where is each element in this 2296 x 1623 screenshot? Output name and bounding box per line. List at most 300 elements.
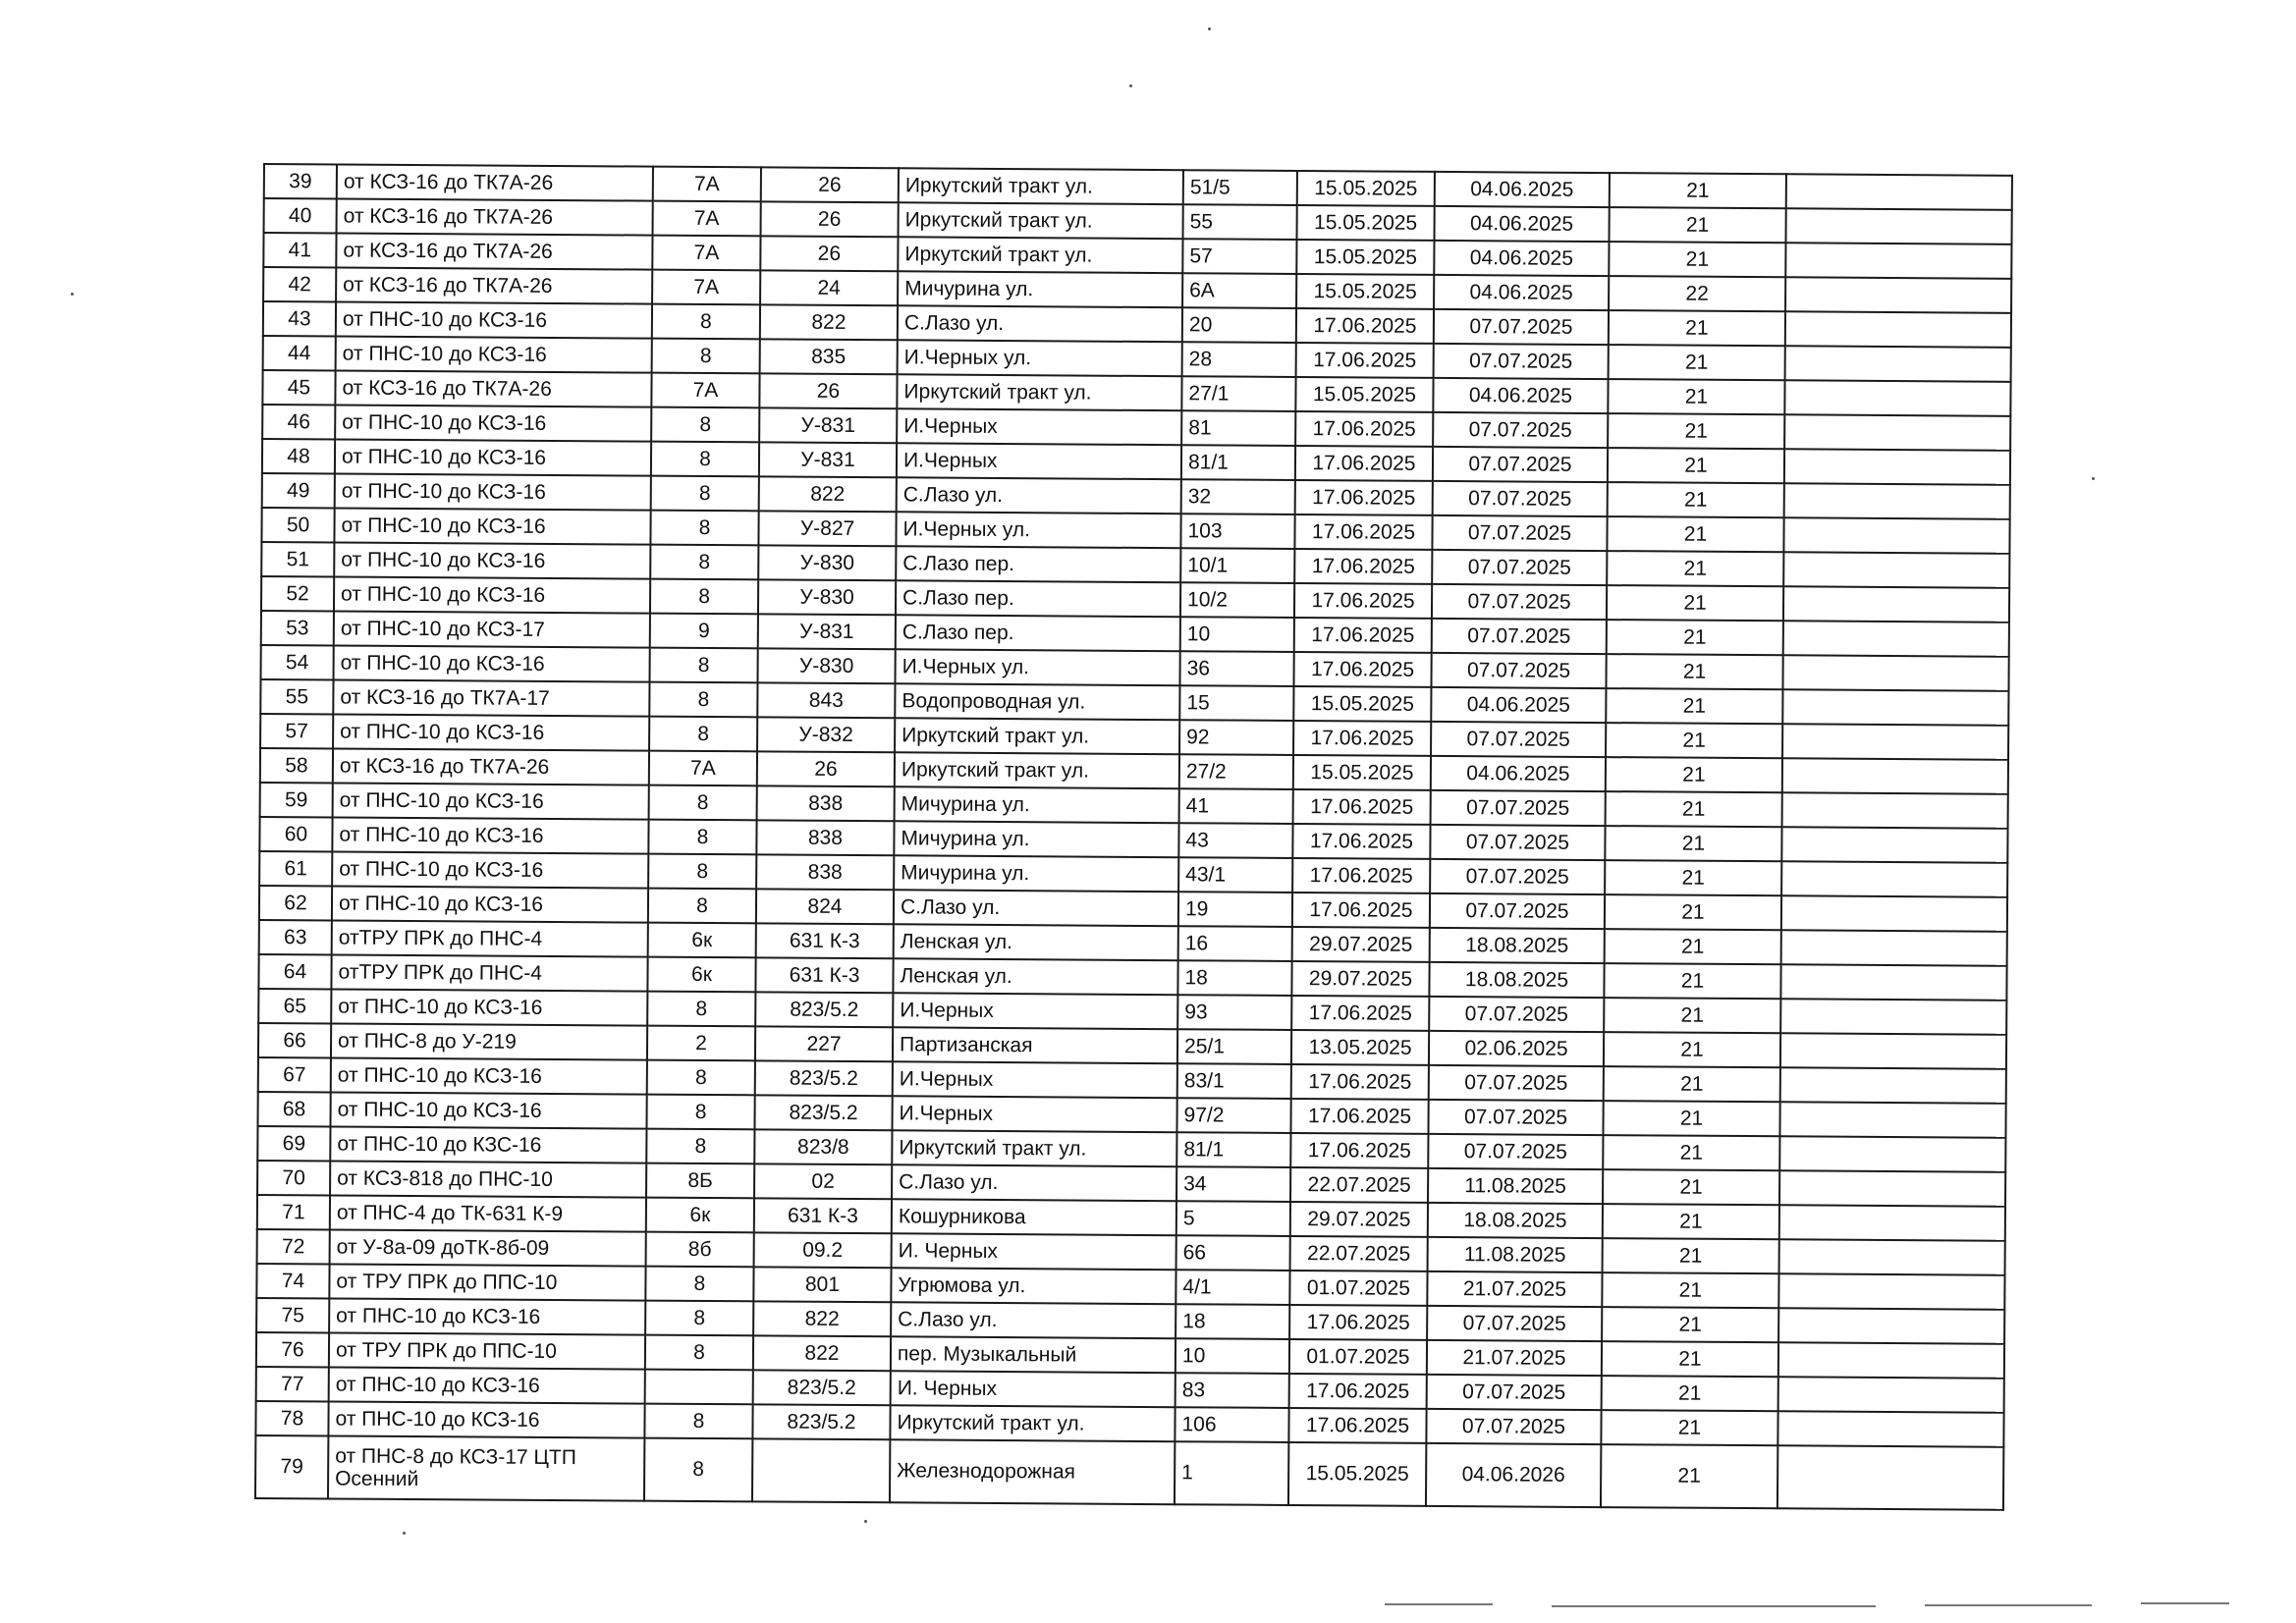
end-date-cell: 07.07.2025	[1432, 619, 1607, 654]
blank-cell	[1778, 1308, 2004, 1344]
end-date-cell: 11.08.2025	[1428, 1168, 1603, 1204]
zone-cell: 8	[651, 476, 759, 512]
house-cell: 41	[1179, 788, 1293, 824]
street-cell: С.Лазо ул.	[898, 305, 1182, 342]
end-date-cell: 07.07.2025	[1431, 790, 1606, 826]
row-number: 45	[262, 370, 335, 405]
route-cell: от КСЗ-16 до ТК7А-26	[336, 233, 652, 269]
chamber-cell: 801	[753, 1267, 891, 1302]
route-cell: от ТРУ ПРК до ППС-10	[329, 1264, 645, 1300]
row-number: 42	[263, 267, 336, 301]
end-date-cell: 02.06.2025	[1429, 1031, 1604, 1066]
days-cell: 21	[1606, 791, 1782, 827]
route-cell: от ПНС-10 до КСЗ-16	[336, 336, 652, 372]
street-cell: И.Черных	[893, 1061, 1177, 1098]
end-date-cell: 04.06.2025	[1434, 241, 1609, 276]
scan-speck	[1129, 84, 1132, 87]
chamber-cell: 823/5.2	[752, 1404, 890, 1439]
start-date-cell: 17.06.2025	[1293, 721, 1431, 756]
blank-cell	[1778, 1342, 2004, 1379]
row-number: 66	[258, 1023, 331, 1057]
blank-cell	[1780, 1033, 2006, 1069]
end-date-cell: 07.07.2025	[1429, 1065, 1604, 1101]
street-cell: Угрюмова ул.	[891, 1268, 1175, 1304]
blank-cell	[1785, 346, 2011, 382]
scan-speck	[864, 1520, 867, 1523]
blank-cell	[1784, 449, 2010, 485]
house-cell: 92	[1179, 720, 1293, 755]
street-cell: Мичурина ул.	[895, 786, 1179, 823]
house-cell: 4/1	[1175, 1270, 1289, 1305]
end-date-cell: 07.07.2025	[1432, 515, 1607, 551]
street-cell: И.Черных	[897, 443, 1181, 479]
zone-cell: 8	[652, 339, 760, 374]
route-cell: от ПНС-10 до КСЗ-16	[330, 1092, 646, 1128]
house-cell: 32	[1181, 479, 1295, 514]
house-cell: 27/1	[1181, 376, 1295, 411]
days-cell: 21	[1602, 1307, 1778, 1342]
blank-cell	[1783, 586, 2009, 622]
blank-cell	[1783, 517, 2009, 554]
street-cell: Иркутский тракт ул.	[890, 1405, 1175, 1441]
chamber-cell: 823/5.2	[755, 992, 893, 1027]
street-cell: И.Черных	[893, 993, 1177, 1029]
house-cell: 10	[1180, 617, 1294, 652]
house-cell: 97/2	[1176, 1098, 1290, 1133]
blank-cell	[1782, 792, 2008, 829]
street-cell: Иркутский тракт ул.	[899, 168, 1183, 204]
row-number: 48	[262, 439, 335, 473]
street-cell: И.Черных	[892, 1096, 1176, 1132]
start-date-cell: 17.06.2025	[1296, 308, 1434, 344]
street-cell: Железнодорожная	[890, 1439, 1175, 1504]
start-date-cell: 17.06.2025	[1290, 1133, 1428, 1168]
house-cell: 5	[1176, 1201, 1290, 1236]
house-cell: 1	[1175, 1441, 1288, 1505]
house-cell: 18	[1177, 960, 1291, 996]
route-cell: от ПНС-10 до КСЗ-16	[331, 989, 647, 1025]
row-number: 68	[257, 1092, 330, 1126]
days-cell: 21	[1602, 1376, 1778, 1411]
zone-cell: 8	[644, 1438, 752, 1502]
scan-speck	[71, 293, 74, 296]
zone-cell: 6к	[646, 1198, 754, 1233]
route-cell: от ПНС-10 до КСЗ-16	[334, 645, 650, 681]
row-number: 39	[264, 164, 337, 198]
end-date-cell: 07.07.2025	[1430, 893, 1605, 929]
blank-cell	[1785, 208, 2011, 244]
route-cell: от ПНС-10 до КСЗ-16	[332, 817, 648, 853]
blank-cell	[1783, 621, 2009, 657]
end-date-cell: 07.07.2025	[1432, 584, 1607, 620]
start-date-cell: 22.07.2025	[1290, 1236, 1428, 1271]
chamber-cell: 835	[760, 339, 898, 374]
house-cell: 16	[1178, 926, 1292, 961]
route-cell: от ПНС-8 до КСЗ-17 ЦТП Осенний	[328, 1435, 644, 1500]
start-date-cell: 17.06.2025	[1291, 996, 1429, 1031]
start-date-cell: 29.07.2025	[1290, 1202, 1428, 1237]
row-number: 49	[262, 473, 335, 508]
street-cell: И. Черных	[892, 1233, 1176, 1270]
street-cell: Кошурникова	[892, 1199, 1176, 1235]
row-number: 41	[263, 233, 336, 267]
chamber-cell: 631 К-3	[756, 923, 894, 958]
days-cell: 21	[1606, 723, 1782, 758]
blank-cell	[1782, 655, 2008, 691]
row-number: 52	[261, 576, 334, 611]
start-date-cell: 17.06.2025	[1295, 446, 1433, 481]
blank-cell	[1780, 999, 2006, 1035]
days-cell: 21	[1609, 310, 1785, 346]
chamber-cell: 838	[757, 785, 895, 821]
row-number: 78	[255, 1401, 328, 1435]
row-number: 75	[256, 1298, 329, 1332]
chamber-cell: 822	[760, 304, 898, 340]
chamber-cell: 26	[761, 167, 899, 202]
zone-cell: 8	[647, 992, 755, 1027]
zone-cell: 7А	[652, 236, 760, 271]
schedule-sheet	[254, 163, 2011, 1511]
days-cell: 21	[1607, 585, 1783, 621]
zone-cell: 8	[651, 442, 759, 477]
street-cell: И.Черных ул.	[896, 512, 1180, 548]
house-cell: 43	[1178, 823, 1292, 858]
route-cell: от КСЗ-16 до ТК7А-26	[333, 748, 649, 784]
start-date-cell: 17.06.2025	[1288, 1408, 1426, 1443]
route-cell: от ПНС-10 до КСЗ-16	[335, 439, 651, 475]
end-date-cell: 07.07.2025	[1427, 1375, 1602, 1410]
zone-cell: 8	[650, 511, 758, 546]
street-cell: пер. Музыкальный	[891, 1336, 1175, 1373]
blank-cell	[1785, 311, 2011, 348]
street-cell: С.Лазо пер.	[896, 546, 1180, 582]
street-cell: Мичурина ул.	[894, 855, 1178, 892]
end-date-cell: 07.07.2025	[1432, 550, 1607, 585]
scan-speck	[2092, 477, 2095, 480]
end-date-cell: 07.07.2025	[1433, 447, 1608, 482]
chamber-cell: У-830	[758, 648, 896, 683]
end-date-cell: 07.07.2025	[1430, 859, 1605, 894]
days-cell: 21	[1601, 1410, 1777, 1445]
end-date-cell: 07.07.2025	[1429, 997, 1604, 1032]
row-number: 59	[260, 783, 333, 817]
days-cell: 21	[1607, 620, 1783, 655]
days-cell: 21	[1609, 207, 1785, 243]
street-cell: С.Лазо ул.	[891, 1302, 1175, 1338]
route-cell: от ТРУ ПРК до ППС-10	[329, 1332, 645, 1369]
house-cell: 10	[1175, 1338, 1289, 1374]
blank-cell	[1781, 895, 2007, 932]
zone-cell: 7А	[653, 201, 761, 237]
start-date-cell: 22.07.2025	[1290, 1167, 1428, 1203]
chamber-cell: 838	[756, 820, 894, 855]
route-cell: от ПНС-10 до КСЗ-16	[335, 405, 651, 441]
chamber-cell: 838	[756, 854, 894, 890]
end-date-cell: 18.08.2025	[1430, 928, 1605, 963]
zone-cell: 8б	[646, 1232, 754, 1268]
days-cell: 21	[1605, 929, 1781, 964]
days-cell: 21	[1606, 654, 1782, 689]
end-date-cell: 21.07.2025	[1427, 1340, 1602, 1376]
blank-cell	[1780, 1067, 2006, 1104]
zone-cell: 7А	[649, 751, 757, 786]
blank-cell	[1778, 1273, 2004, 1310]
street-cell: Иркутский тракт ул.	[899, 202, 1183, 239]
route-cell: от ПНС-10 до КСЗ-16	[332, 851, 648, 888]
end-date-cell: 07.07.2025	[1430, 825, 1605, 860]
chamber-cell: 822	[753, 1335, 891, 1371]
street-cell: И.Черных ул.	[898, 340, 1182, 376]
table-body	[255, 164, 2012, 1510]
zone-cell: 8Б	[646, 1163, 754, 1199]
route-cell: от КСЗ-16 до ТК7А-17	[333, 679, 649, 716]
row-number: 70	[257, 1161, 330, 1195]
row-number: 69	[257, 1126, 330, 1161]
chamber-cell: 09.2	[754, 1232, 892, 1268]
route-cell: от ПНС-8 до У-219	[331, 1023, 647, 1059]
days-cell: 21	[1604, 998, 1780, 1033]
blank-cell	[1777, 1445, 2003, 1510]
start-date-cell: 15.05.2025	[1293, 755, 1431, 790]
days-cell: 21	[1603, 1135, 1779, 1170]
route-cell: отТРУ ПРК до ПНС-4	[332, 920, 648, 956]
end-date-cell: 18.08.2025	[1429, 962, 1604, 998]
start-date-cell: 17.06.2025	[1294, 583, 1432, 619]
row-number: 65	[258, 989, 331, 1023]
house-cell: 28	[1182, 342, 1296, 377]
house-cell: 15	[1179, 685, 1293, 721]
route-cell: от ПНС-10 до КСЗ-16	[331, 1057, 647, 1094]
house-cell: 19	[1178, 892, 1292, 927]
route-cell: от ПНС-10 до КСЗ-16	[329, 1367, 645, 1403]
end-date-cell: 07.07.2025	[1434, 344, 1609, 379]
blank-cell	[1781, 930, 2007, 966]
chamber-cell: 823/5.2	[754, 1095, 892, 1130]
blank-cell	[1785, 277, 2011, 313]
route-cell: от КСЗ-16 до ТК7А-26	[337, 164, 653, 200]
scan-dash	[1385, 1603, 1493, 1605]
start-date-cell: 15.05.2025	[1296, 274, 1434, 309]
chamber-cell: 823/8	[754, 1129, 892, 1164]
end-date-cell: 04.06.2025	[1435, 206, 1610, 242]
house-cell: 34	[1176, 1166, 1290, 1202]
zone-cell: 8	[650, 579, 758, 615]
house-cell: 36	[1179, 651, 1293, 686]
blank-cell	[1782, 758, 2008, 794]
house-cell: 81	[1181, 410, 1295, 446]
blank-cell	[1784, 380, 2010, 416]
days-cell: 21	[1607, 516, 1783, 552]
days-cell: 21	[1609, 242, 1785, 277]
house-cell: 20	[1182, 307, 1296, 343]
end-date-cell: 07.07.2025	[1426, 1409, 1601, 1444]
start-date-cell: 17.06.2025	[1289, 1305, 1427, 1340]
days-cell: 21	[1602, 1341, 1778, 1377]
chamber-cell: 631 К-3	[755, 957, 893, 993]
days-cell: 21	[1603, 1169, 1779, 1205]
street-cell: И.Черных	[897, 408, 1181, 445]
route-cell: отТРУ ПРК до ПНС-4	[331, 954, 647, 991]
scan-dash	[2141, 1602, 2229, 1604]
house-cell: 18	[1175, 1304, 1289, 1339]
scan-speck	[1208, 27, 1211, 30]
street-cell: И. Черных	[891, 1371, 1175, 1407]
days-cell: 21	[1606, 688, 1782, 724]
row-number: 40	[264, 198, 337, 233]
zone-cell: 7А	[651, 373, 759, 408]
start-date-cell: 17.06.2025	[1290, 1099, 1428, 1134]
days-cell: 21	[1604, 1066, 1780, 1102]
end-date-cell: 04.06.2025	[1435, 172, 1610, 207]
blank-cell	[1779, 1170, 2005, 1207]
house-cell: 103	[1180, 514, 1294, 549]
end-date-cell: 21.07.2025	[1427, 1271, 1602, 1307]
end-date-cell: 07.07.2025	[1433, 412, 1608, 448]
chamber-cell: 824	[756, 889, 894, 924]
zone-cell	[645, 1370, 753, 1405]
zone-cell: 6к	[647, 957, 755, 993]
zone-cell: 2	[647, 1026, 755, 1061]
blank-cell	[1782, 724, 2008, 760]
zone-cell: 8	[652, 304, 760, 340]
route-cell: от ПНС-10 до КСЗ-16	[334, 542, 650, 578]
start-date-cell: 15.05.2025	[1297, 171, 1435, 206]
house-cell: 81/1	[1181, 445, 1295, 480]
blank-cell	[1779, 1205, 2005, 1241]
house-cell: 25/1	[1177, 1029, 1291, 1064]
zone-cell: 8	[647, 1060, 755, 1096]
house-cell: 81/1	[1176, 1132, 1290, 1167]
row-number: 43	[263, 301, 336, 336]
row-number: 44	[263, 336, 336, 370]
start-date-cell: 17.06.2025	[1295, 411, 1433, 447]
chamber-cell: 24	[760, 270, 898, 305]
row-number: 55	[260, 679, 333, 714]
street-cell: Иркутский тракт ул.	[895, 752, 1179, 788]
house-cell: 27/2	[1179, 754, 1293, 789]
blank-cell	[1781, 861, 2007, 897]
start-date-cell: 17.06.2025	[1296, 343, 1434, 378]
chamber-cell: У-827	[758, 511, 896, 546]
zone-cell: 8	[648, 889, 756, 924]
start-date-cell: 17.06.2025	[1291, 1064, 1429, 1100]
start-date-cell: 17.06.2025	[1292, 824, 1430, 859]
scan-speck	[403, 1532, 406, 1535]
street-cell: И.Черных ул.	[895, 649, 1179, 685]
row-number: 51	[261, 542, 334, 576]
scan-dash	[1552, 1605, 1876, 1607]
zone-cell: 9	[650, 614, 758, 649]
chamber-cell: У-830	[758, 545, 896, 580]
chamber-cell: 822	[753, 1301, 891, 1336]
row-number: 64	[258, 954, 331, 989]
street-cell: С.Лазо ул.	[897, 477, 1181, 514]
zone-cell: 8	[650, 545, 758, 580]
row-number: 79	[255, 1435, 328, 1498]
start-date-cell: 01.07.2025	[1289, 1271, 1427, 1306]
route-cell: от ПНС-10 до КСЗ-16	[335, 473, 651, 510]
route-cell: от КСЗ-16 до ТК7А-26	[335, 370, 651, 406]
days-cell: 21	[1607, 551, 1783, 586]
start-date-cell: 15.05.2025	[1288, 1442, 1426, 1506]
table-row	[255, 1435, 2003, 1510]
start-date-cell: 17.06.2025	[1293, 789, 1431, 825]
street-cell: Иркутский тракт ул.	[898, 237, 1182, 273]
street-cell: Иркутский тракт ул.	[892, 1130, 1176, 1166]
days-cell: 21	[1603, 1204, 1779, 1239]
route-cell: от ПНС-10 до КЗС-16	[330, 1126, 646, 1163]
end-date-cell: 04.06.2025	[1431, 756, 1606, 791]
route-cell: от КСЗ-16 до ТК7А-26	[337, 198, 653, 235]
route-cell: от ПНС-10 до КСЗ-16	[334, 508, 650, 544]
chamber-cell	[752, 1438, 890, 1502]
house-cell: 43/1	[1178, 857, 1292, 893]
street-cell: Ленская ул.	[894, 924, 1178, 960]
house-cell: 6А	[1182, 273, 1296, 308]
days-cell: 22	[1609, 276, 1785, 311]
days-cell: 21	[1602, 1272, 1778, 1308]
blank-cell	[1780, 964, 2006, 1001]
street-cell: Мичурина ул.	[894, 821, 1178, 857]
days-cell: 21	[1603, 1101, 1779, 1136]
end-date-cell: 04.06.2025	[1431, 687, 1606, 723]
row-number: 77	[256, 1367, 329, 1401]
house-cell: 83/1	[1177, 1063, 1291, 1099]
zone-cell: 8	[645, 1335, 753, 1371]
house-cell: 66	[1176, 1235, 1290, 1271]
end-date-cell: 18.08.2025	[1428, 1203, 1603, 1238]
days-cell: 21	[1603, 1238, 1779, 1273]
row-number: 74	[256, 1264, 329, 1298]
blank-cell	[1783, 552, 2009, 588]
start-date-cell: 17.06.2025	[1294, 514, 1432, 550]
row-number: 62	[259, 886, 332, 920]
days-cell: 21	[1609, 345, 1785, 380]
blank-cell	[1779, 1102, 2005, 1138]
row-number: 54	[261, 645, 334, 679]
row-number: 60	[259, 817, 332, 851]
chamber-cell: 26	[761, 201, 899, 237]
days-cell: 21	[1604, 963, 1780, 999]
end-date-cell: 07.07.2025	[1428, 1134, 1603, 1169]
blank-cell	[1778, 1377, 2004, 1413]
start-date-cell: 15.05.2025	[1293, 686, 1431, 722]
street-cell: Водопроводная ул.	[895, 683, 1179, 720]
row-number: 63	[259, 920, 332, 954]
start-date-cell: 17.06.2025	[1294, 549, 1432, 584]
zone-cell: 7А	[653, 167, 761, 202]
start-date-cell: 29.07.2025	[1291, 961, 1429, 997]
house-cell: 83	[1175, 1373, 1289, 1408]
end-date-cell: 04.06.2025	[1434, 275, 1609, 310]
row-number: 71	[257, 1195, 330, 1229]
row-number: 58	[260, 748, 333, 783]
chamber-cell: 823/5.2	[755, 1060, 893, 1096]
route-cell: от КСЗ-818 до ПНС-10	[330, 1161, 646, 1197]
house-cell: 106	[1175, 1407, 1288, 1442]
start-date-cell: 01.07.2025	[1289, 1339, 1427, 1375]
chamber-cell: У-831	[758, 614, 896, 649]
blank-cell	[1784, 414, 2010, 451]
row-number: 61	[259, 851, 332, 886]
end-date-cell: 07.07.2025	[1431, 653, 1606, 688]
chamber-cell: 227	[755, 1026, 893, 1061]
house-cell: 10/1	[1180, 548, 1294, 583]
chamber-cell: 631 К-3	[754, 1198, 892, 1233]
house-cell: 55	[1183, 204, 1297, 240]
chamber-cell: 823/5.2	[753, 1370, 891, 1405]
blank-cell	[1779, 1239, 2005, 1275]
